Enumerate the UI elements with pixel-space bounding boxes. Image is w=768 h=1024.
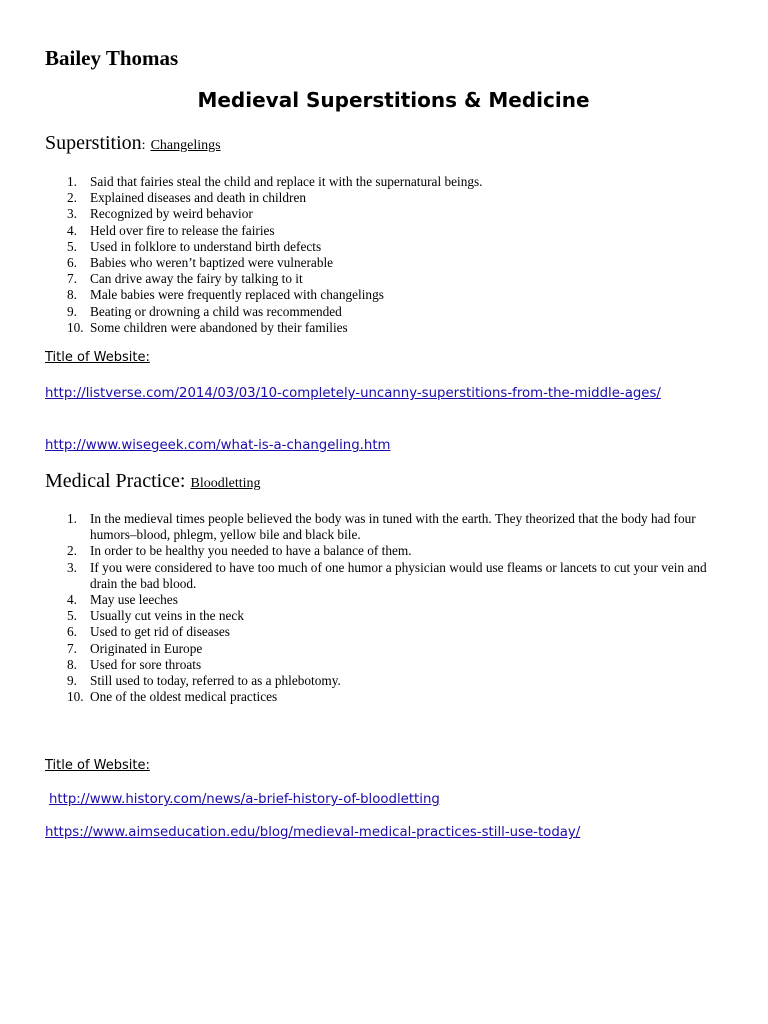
list-item: 1. In the medieval times people believed the body was in tuned with the earth. They theorized that the body had four humors–blood, phlegm, yellow bile and black bile. (67, 511, 696, 543)
superstition-heading (45, 132, 221, 155)
superstition-list (45, 174, 725, 336)
list-item: 3. If you were considered to have too much of one humor a physician would use fleams or lancets to cut your vein and drain the bad blood. (67, 559, 707, 591)
list-item: 7. Can drive away the fairy by talking to it (67, 271, 303, 287)
author-name: Bailey Thomas (45, 46, 179, 70)
document-title: Medieval Superstitions & Medicine (197, 88, 590, 112)
heading-separator: : (141, 138, 146, 153)
bloodletting-list (45, 511, 725, 705)
wisegeek-link[interactable]: http://www.wisegeek.com/what-is-a-changeling.htm (45, 438, 391, 453)
superstition-heading-label: Superstition (45, 132, 142, 154)
list-item: 8. Used for sore throats (67, 656, 202, 672)
list-item: 9. Beating or drowning a child was recommended (67, 303, 342, 319)
list-item: 7. Originated in Europe (67, 640, 203, 656)
list-item: 4. Held over fire to release the fairies (67, 222, 275, 238)
listverse-link[interactable]: http://listverse.com/2014/03/03/10-completely-uncanny-superstitions-from-the-middle-ages/ (45, 386, 661, 401)
list-item: 3. Recognized by weird behavior (67, 206, 253, 222)
list-item: 6. Used to get rid of diseases (67, 624, 230, 640)
list-item: 2. In order to be healthy you needed to have a balance of them. (67, 543, 412, 559)
list-item: 10. One of the oldest medical practices (67, 689, 278, 705)
medical-practice-topic: Bloodletting (190, 476, 261, 491)
list-item: 2. Explained diseases and death in children (67, 190, 307, 206)
list-item: 1. Said that fairies steal the child and replace it with the supernatural beings. (67, 174, 483, 189)
list-item: 6. Babies who weren’t baptized were vulnerable (67, 255, 334, 271)
website-title-label: Title of Website: (45, 758, 150, 773)
list-item: 5. Used in folklore to understand birth defects (67, 238, 322, 254)
website-title-label: Title of Website: (45, 350, 150, 365)
aimseducation-link[interactable]: https://www.aimseducation.edu/blog/medieval-medical-practices-still-use-today/ (45, 825, 581, 840)
list-item: 8. Male babies were frequently replaced with changelings (67, 287, 384, 303)
list-item: 5. Usually cut veins in the neck (67, 608, 244, 624)
list-item: 4. May use leeches (67, 592, 178, 608)
list-item: 9. Still used to today, referred to as a phlebotomy. (67, 673, 341, 689)
superstition-topic: Changelings (150, 138, 221, 153)
medical-practice-heading-label: Medical Practice: (45, 470, 186, 492)
list-item: 10. Some children were abandoned by their families (67, 319, 348, 335)
medical-practice-heading (45, 470, 261, 493)
history-link[interactable]: http://www.history.com/news/a-brief-history-of-bloodletting (49, 792, 440, 807)
